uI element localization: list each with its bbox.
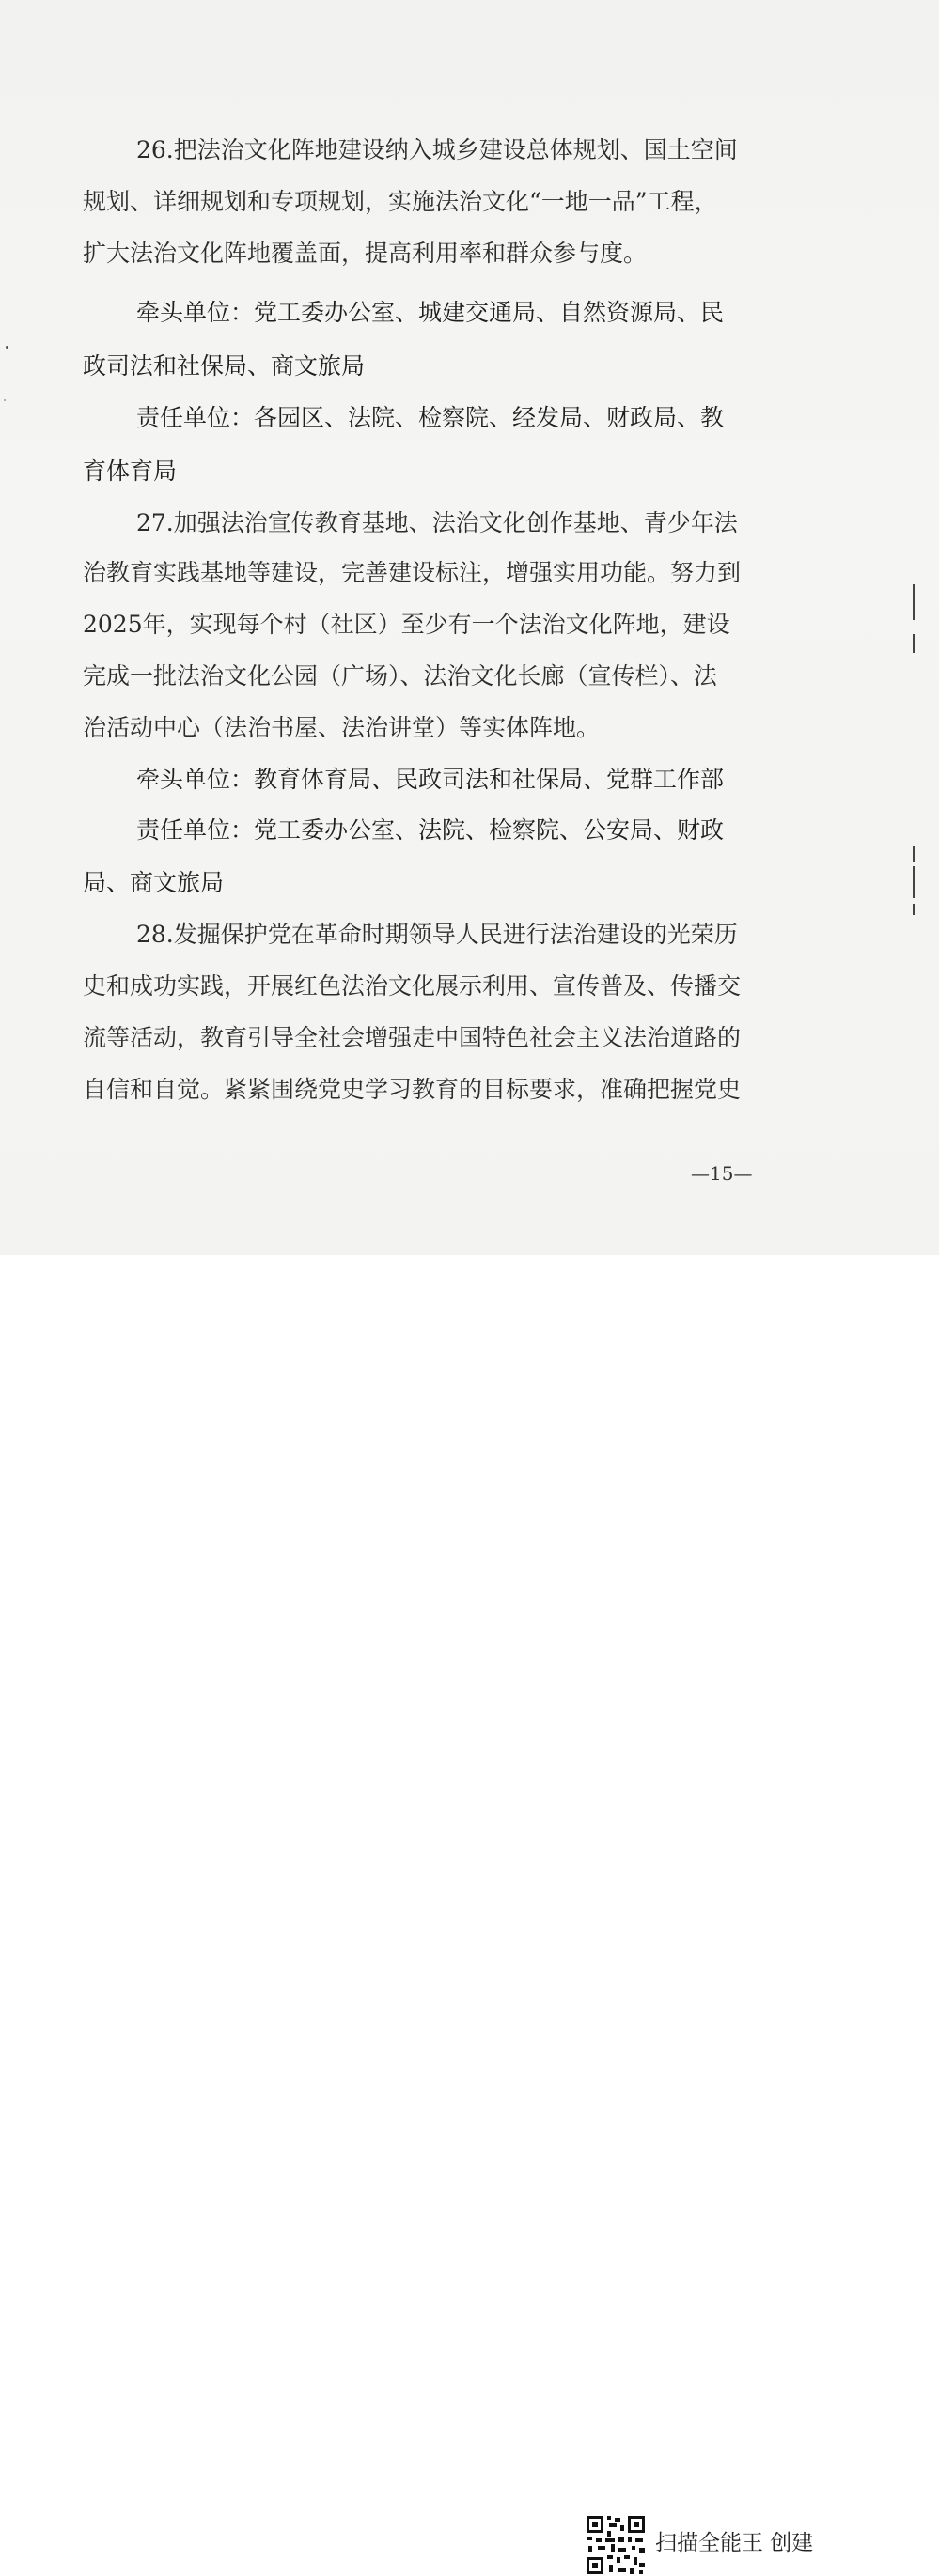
item-27-line-4: 完成一批法治文化公园（广场）、法治文化长廊（宣传栏）、法 [83, 662, 718, 690]
item-27-line-2: 治教育实践基地等建设，完善建设标注，增强实用功能。努力到 [83, 559, 742, 586]
item-26-lead-unit-line-2: 政司法和社保局、商文旅局 [83, 352, 366, 380]
item-26-resp-unit-line-1: 责任单位：各园区、法院、检察院、经发局、财政局、教 [136, 404, 725, 431]
item-27-resp-unit-line-1: 责任单位：党工委办公室、法院、检察院、公安局、财政 [136, 816, 725, 844]
item-27-line-3: 2025年，实现每个村（社区）至少有一个法治文化阵地，建设 [83, 611, 730, 638]
item-27-lead-unit-line: 牵头单位：教育体育局、民政司法和社保局、党群工作部 [136, 766, 725, 793]
qr-code-icon [585, 2514, 647, 2576]
item-27-line-1: 27.加强法治宣传教育基地、法治文化创作基地、青少年法 [136, 509, 738, 536]
item-28-line-1: 28.发掘保护党在革命时期领导人民进行法治建设的光荣历 [136, 921, 738, 948]
item-26-line-1: 26.把法治文化阵地建设纳入城乡建设总体规划、国土空间 [136, 136, 738, 163]
item-27-resp-unit-line-2: 局、商文旅局 [83, 869, 225, 896]
binder-mark [913, 584, 915, 620]
binder-mark [913, 904, 915, 915]
item-26-line-3: 扩大法治文化阵地覆盖面，提高利用率和群众参与度。 [83, 240, 648, 267]
binder-mark [913, 634, 915, 653]
scanner-footer [0, 1255, 939, 2555]
binder-mark [913, 866, 915, 898]
item-28-line-3: 流等活动，教育引导全社会增强走中国特色社会主义法治道路的 [83, 1024, 742, 1051]
scanner-app-label: 扫描全能王 创建 [655, 2531, 814, 2555]
item-26-lead-unit-line-1: 牵头单位：党工委办公室、城建交通局、自然资源局、民 [136, 299, 725, 326]
binder-mark [913, 846, 915, 862]
item-26-line-2: 规划、详细规划和专项规划，实施法治文化“一地一品”工程， [83, 188, 718, 215]
document-page [0, 0, 939, 1255]
item-28-line-4: 自信和自觉。紧紧围绕党史学习教育的目标要求，准确把握党史 [83, 1076, 742, 1103]
page-number: —15— [691, 1162, 753, 1185]
item-26-resp-unit-line-2: 育体育局 [83, 458, 178, 485]
item-28-line-2: 史和成功实践，开展红色法治文化展示利用、宣传普及、传播交 [83, 972, 742, 1000]
item-27-line-5: 治活动中心（法治书屋、法治讲堂）等实体阵地。 [83, 714, 601, 741]
